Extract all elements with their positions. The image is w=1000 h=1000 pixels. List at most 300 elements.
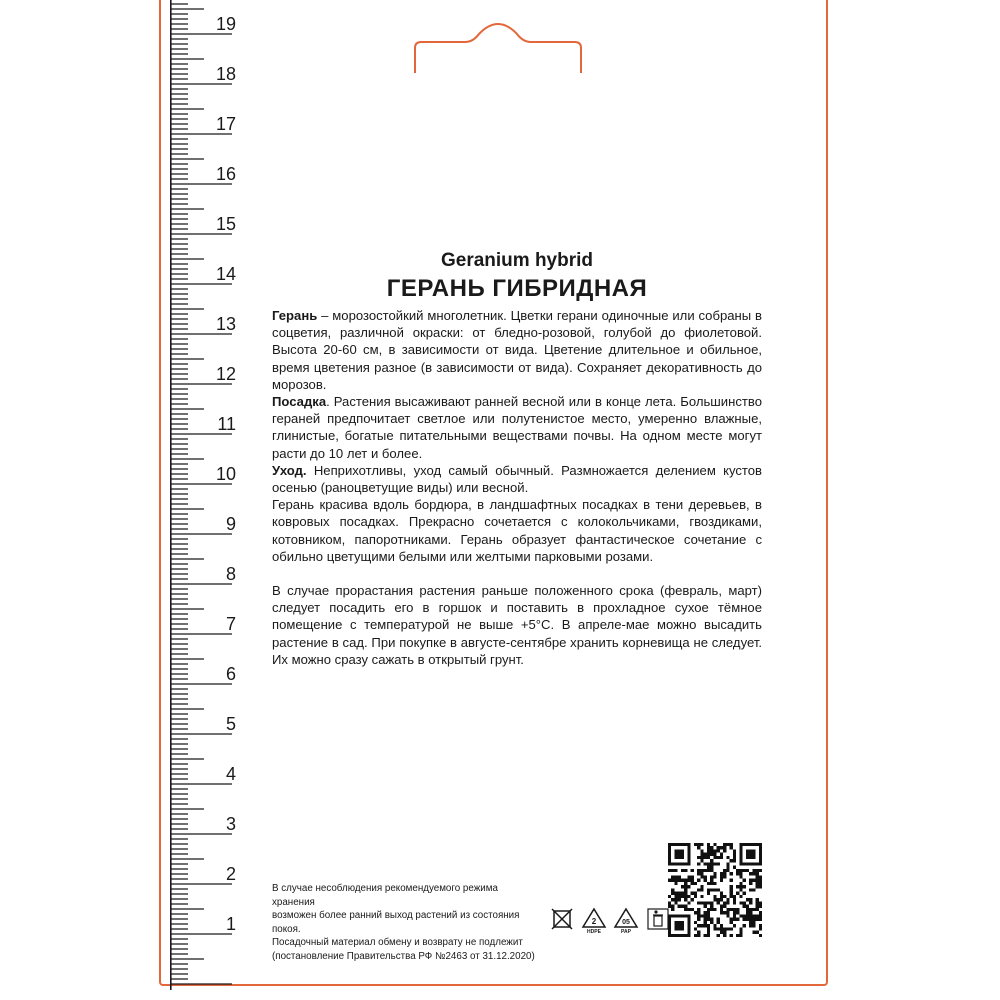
qr-module [726,862,729,865]
qr-module [720,856,723,859]
qr-module [713,898,716,901]
qr-module [668,862,671,865]
svg-text:2: 2 [591,917,597,926]
qr-module [720,931,723,934]
qr-module [759,843,762,846]
qr-module [681,895,684,898]
qr-module [746,856,749,859]
qr-module [684,914,687,917]
qr-module [700,914,703,917]
qr-module [743,914,746,917]
qr-module [730,892,733,895]
qr-module [726,901,729,904]
qr-module [752,862,755,865]
qr-module [759,859,762,862]
qr-module [749,843,752,846]
qr-module [733,911,736,914]
qr-module [756,898,759,901]
qr-module [726,927,729,930]
qr-module [726,914,729,917]
qr-module [678,898,681,901]
qr-module [704,869,707,872]
qr-module [700,843,703,846]
qr-module [717,856,720,859]
qr-module [678,927,681,930]
qr-module [733,908,736,911]
qr-module [678,875,681,878]
qr-module [678,856,681,859]
qr-module [681,921,684,924]
qr-module [739,846,742,849]
ruler-label: 16 [215,164,236,184]
qr-module [752,869,755,872]
qr-module [694,921,697,924]
ruler-label: 10 [215,464,236,484]
qr-module [687,853,690,856]
qr-module [736,934,739,937]
qr-module [710,849,713,852]
qr-module [720,892,723,895]
qr-module [756,918,759,921]
qr-module [668,856,671,859]
qr-module [746,908,749,911]
qr-module [687,856,690,859]
ruler-label: 19 [215,14,236,34]
qr-module [739,888,742,891]
qr-module [671,914,674,917]
qr-module [739,927,742,930]
qr-module [684,905,687,908]
qr-module [694,895,697,898]
qr-module [759,927,762,930]
qr-module [730,888,733,891]
qr-module [726,866,729,869]
qr-module [700,859,703,862]
qr-module [678,914,681,917]
qr-module [733,924,736,927]
qr-module [668,927,671,930]
qr-module [749,856,752,859]
qr-module [707,931,710,934]
qr-module [733,918,736,921]
qr-module [674,934,677,937]
qr-module [697,934,700,937]
qr-module [678,862,681,865]
qr-module [752,856,755,859]
qr-module [710,846,713,849]
qr-module [710,875,713,878]
qr-module [707,843,710,846]
qr-module [717,934,720,937]
qr-module [739,872,742,875]
qr-module [713,895,716,898]
qr-module [720,879,723,882]
qr-module [720,927,723,930]
qr-module [678,892,681,895]
ruler-label: 12 [215,364,236,384]
qr-module [739,901,742,904]
qr-module [730,921,733,924]
qr-module [717,862,720,865]
planting-paragraph: Посадка. Растения высаживают ранней весной или в конце лета. Большинство гераней предпочитает светлое или полутенистое место, умеренно влажные, глинистые, богатые питательными веществами почвы. На одном месте могут расти до 10 лет и более. [272,394,762,461]
qr-module [681,885,684,888]
qr-module [730,927,733,930]
qr-module [733,895,736,898]
qr-module [717,927,720,930]
qr-module [743,879,746,882]
qr-module [759,914,762,917]
qr-module [697,846,700,849]
qr-module [739,895,742,898]
qr-module [730,885,733,888]
qr-module [681,856,684,859]
qr-module [710,882,713,885]
qr-module [723,875,726,878]
qr-module [739,931,742,934]
qr-module [739,882,742,885]
qr-module [746,869,749,872]
qr-module [739,914,742,917]
qr-module [749,914,752,917]
qr-module [674,879,677,882]
qr-module [671,905,674,908]
qr-module [691,908,694,911]
qr-module [723,934,726,937]
qr-module [746,862,749,865]
qr-module [723,911,726,914]
qr-module [678,853,681,856]
qr-module [749,888,752,891]
qr-module [674,901,677,904]
qr-module [707,914,710,917]
qr-module [720,911,723,914]
qr-module [759,853,762,856]
qr-module [704,905,707,908]
qr-module [720,853,723,856]
qr-module [674,843,677,846]
qr-module [687,927,690,930]
qr-module [759,918,762,921]
qr-module [704,934,707,937]
qr-module [730,895,733,898]
qr-module [756,908,759,911]
qr-module [736,869,739,872]
qr-module [713,849,716,852]
qr-module [691,882,694,885]
qr-module [697,856,700,859]
planting-term: Посадка [272,394,327,410]
qr-module [674,869,677,872]
qr-module [730,872,733,875]
qr-module [674,898,677,901]
qr-module [671,892,674,895]
qr-module [746,898,749,901]
qr-module [707,934,710,937]
qr-module [697,918,700,921]
qr-module [736,872,739,875]
qr-module [704,918,707,921]
qr-module [759,879,762,882]
qr-module [759,856,762,859]
qr-module [713,908,716,911]
qr-module [710,859,713,862]
qr-module [710,908,713,911]
qr-module [739,853,742,856]
ruler-label: 2 [225,864,236,884]
qr-module [726,898,729,901]
ruler-label: 3 [225,814,236,834]
qr-module [668,918,671,921]
qr-module [756,931,759,934]
qr-module [710,888,713,891]
qr-module [746,905,749,908]
qr-module [700,885,703,888]
qr-module [736,908,739,911]
qr-module [739,849,742,852]
qr-module [713,843,716,846]
qr-module [723,869,726,872]
qr-module [704,921,707,924]
qr-module [668,853,671,856]
qr-module [697,872,700,875]
qr-module [756,872,759,875]
qr-module [720,905,723,908]
qr-module [713,888,716,891]
qr-module [717,888,720,891]
qr-module [739,875,742,878]
qr-module [687,895,690,898]
qr-module [668,849,671,852]
qr-module [678,905,681,908]
care-paragraph: Уход. Неприхотливы, уход самый обычный. Размножается делением кустов осенью (раноцветущие виды) или весной. [272,462,762,496]
qr-module [726,869,729,872]
qr-module [756,879,759,882]
qr-module [710,862,713,865]
qr-module [700,869,703,872]
qr-module [710,918,713,921]
qr-module [746,914,749,917]
qr-module [681,879,684,882]
qr-module [694,934,697,937]
ruler-label: 4 [225,764,236,784]
qr-module [723,931,726,934]
qr-module [707,927,710,930]
qr-module [759,862,762,865]
qr-module [687,908,690,911]
qr-module [743,892,746,895]
qr-module [681,869,684,872]
qr-module [752,918,755,921]
qr-module [733,849,736,852]
qr-module [687,918,690,921]
qr-module [733,866,736,869]
qr-module [704,879,707,882]
qr-module [730,879,733,882]
qr-module [733,859,736,862]
qr-module [756,901,759,904]
qr-module [707,866,710,869]
qr-module [707,918,710,921]
qr-module [687,843,690,846]
qr-module [668,879,671,882]
qr-module [684,843,687,846]
qr-module [684,882,687,885]
qr-module [707,862,710,865]
qr-module [707,882,710,885]
qr-module [681,934,684,937]
qr-module [700,856,703,859]
qr-module [733,914,736,917]
qr-module [710,905,713,908]
qr-module [668,901,671,904]
qr-module [717,918,720,921]
qr-module [704,901,707,904]
no-packaging-disposal-icon [549,907,575,937]
qr-module [687,879,690,882]
qr-module [668,859,671,862]
qr-module [700,895,703,898]
qr-module [671,898,674,901]
qr-module [752,924,755,927]
qr-module [697,862,700,865]
storage-paragraph: В случае прорастания растения раньше положенного срока (февраль, март) следует посадить его в горшок и поставить в прохладное сухое тёмное помещение с температурой не выше +5°С. В апреле-мае можно высадить растение в сад. При покупке в августе-сентябре хранить корневища не следует. Их можно сразу сажать в открытый грунт. [272,583,762,667]
qr-module [739,869,742,872]
qr-module [668,931,671,934]
qr-module [720,875,723,878]
qr-module [746,911,749,914]
intro-term: Герань [272,308,318,323]
qr-module [671,934,674,937]
qr-module [739,856,742,859]
qr-module [756,869,759,872]
qr-module [759,905,762,908]
qr-module [707,888,710,891]
qr-module [678,921,681,924]
qr-module [691,875,694,878]
qr-module [749,901,752,904]
qr-module [749,882,752,885]
qr-module [674,921,677,924]
qr-module [720,898,723,901]
qr-module [759,934,762,937]
qr-module [710,866,713,869]
qr-module [707,908,710,911]
qr-module [697,931,700,934]
qr-module [697,888,700,891]
qr-module [700,849,703,852]
qr-module [723,846,726,849]
qr-module [736,911,739,914]
qr-module [717,901,720,904]
ruler-label: 9 [225,514,236,534]
qr-module [687,921,690,924]
qr-module [720,895,723,898]
qr-module [726,856,729,859]
qr-module [707,856,710,859]
qr-module [684,934,687,937]
qr-module [697,869,700,872]
qr-module [756,885,759,888]
qr-module [697,908,700,911]
qr-module [710,921,713,924]
qr-module [707,846,710,849]
qr-module [752,843,755,846]
qr-module [704,911,707,914]
ruler-label: 5 [225,714,236,734]
qr-module [717,921,720,924]
qr-module [681,843,684,846]
qr-module [687,849,690,852]
qr-module [671,888,674,891]
qr-module [736,918,739,921]
qr-module [681,914,684,917]
qr-module [752,853,755,856]
qr-module [671,879,674,882]
qr-module [687,934,690,937]
qr-module [671,875,674,878]
qr-module [694,892,697,895]
qr-module [694,927,697,930]
qr-module [674,892,677,895]
qr-module [746,853,749,856]
qr-module [684,879,687,882]
qr-module [743,885,746,888]
qr-module [743,843,746,846]
qr-module [697,901,700,904]
qr-module [710,869,713,872]
description-text [272,307,762,668]
qr-module [749,921,752,924]
qr-module [697,914,700,917]
qr-module [717,849,720,852]
qr-module [707,853,710,856]
qr-module [700,875,703,878]
qr-module [723,872,726,875]
qr-module [684,869,687,872]
qr-module [697,879,700,882]
qr-module [710,879,713,882]
qr-module [684,908,687,911]
qr-module [668,924,671,927]
qr-module [723,927,726,930]
qr-module [684,898,687,901]
ruler-label: 7 [225,614,236,634]
qr-module [687,862,690,865]
qr-module [681,924,684,927]
qr-module [730,934,733,937]
qr-module [668,846,671,849]
qr-code[interactable] [668,843,762,937]
qr-module [739,862,742,865]
qr-module [726,908,729,911]
qr-module [710,853,713,856]
qr-module [707,892,710,895]
qr-module [752,872,755,875]
qr-module [733,901,736,904]
qr-module [674,856,677,859]
qr-module [681,905,684,908]
qr-module [713,927,716,930]
qr-module [684,895,687,898]
qr-module [723,895,726,898]
qr-module [678,849,681,852]
qr-module [756,843,759,846]
qr-module [691,869,694,872]
ruler-label: 8 [225,564,236,584]
qr-module [681,849,684,852]
qr-module [684,892,687,895]
qr-module [736,885,739,888]
